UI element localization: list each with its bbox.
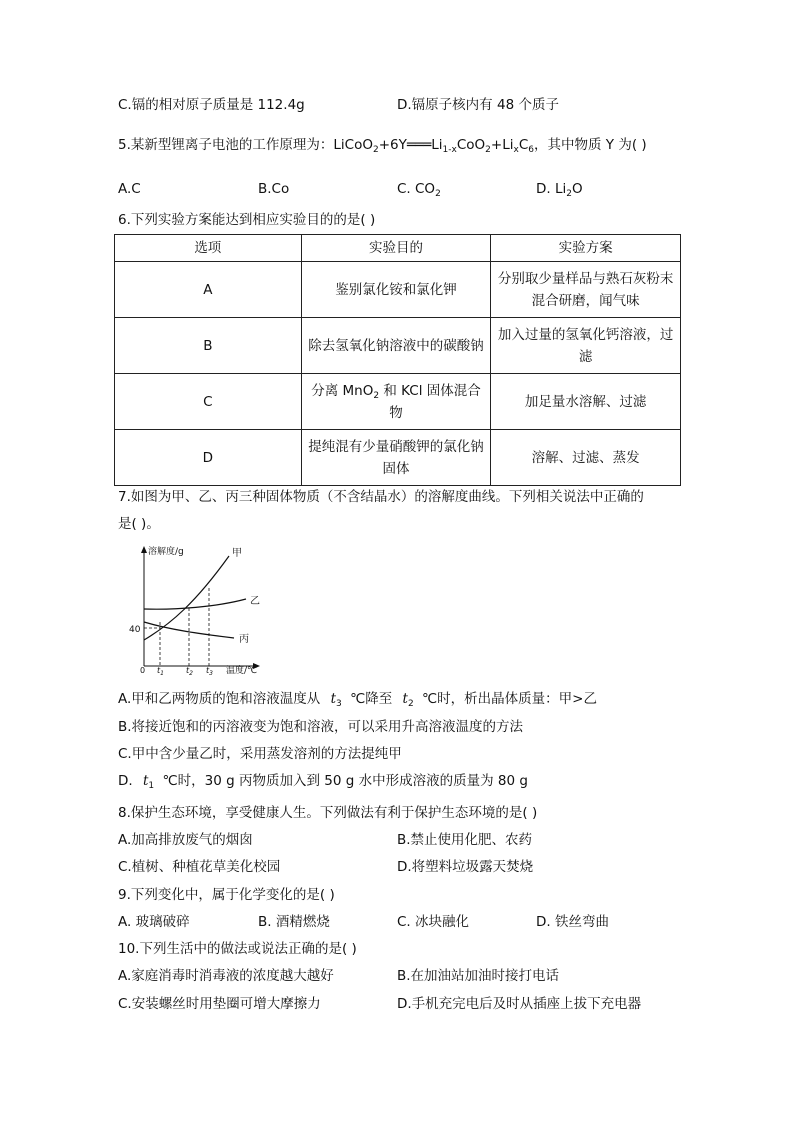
solubility-graph (126, 542, 276, 676)
q9-option-c: C. 冰块融化 (397, 914, 470, 930)
q7-stem-line1: 7.如图为甲、乙、丙三种固体物质（不含结晶水）的溶解度曲线。下列相关说法中正确的 (118, 489, 644, 505)
q8-option-a: A.加高排放废气的烟囱 (118, 832, 253, 848)
y-axis-label: 溶解度/g (148, 547, 184, 557)
q5-option-b: B.Co (258, 181, 290, 197)
q8-option-b: B.禁止使用化肥、农药 (397, 832, 533, 848)
curve-yi (144, 599, 246, 609)
q4-option-d: D.镉原子核内有 48 个质子 (397, 97, 559, 113)
tick-t1: $t_1$ (157, 666, 164, 676)
y-axis-arrow (141, 546, 147, 553)
row-option: C (115, 374, 302, 430)
table-row (115, 430, 681, 486)
x-axis-label: 温度/℃ (226, 666, 258, 676)
row-purpose: 鉴别氯化铵和氯化钾 (301, 262, 491, 318)
q8-stem: 8.保护生态环境，享受健康人生。下列做法有利于保护生态环境的是( ) (118, 805, 538, 821)
row-purpose: 分离 MnO$_2$ 和 KCl 固体混合物 (301, 374, 491, 430)
curve-label-yi: 乙 (250, 596, 260, 607)
q9-option-b: B. 酒精燃烧 (258, 914, 330, 930)
q7-option-c: C.甲中含少量乙时，采用蒸发溶剂的方法提纯甲 (118, 746, 402, 762)
curve-label-jia: 甲 (232, 548, 242, 559)
origin-label: 0 (140, 666, 146, 675)
table-row (115, 318, 681, 374)
q5-option-c: C. $CO_2$ (397, 181, 441, 199)
q6-stem: 6.下列实验方案能达到相应实验目的的是( ) (118, 212, 376, 228)
row-option: A (115, 262, 302, 318)
table-row (115, 374, 681, 430)
table-row (115, 262, 681, 318)
row-purpose: 提纯混有少量硝酸钾的氯化钠固体 (301, 430, 491, 486)
q10-option-d: D.手机充完电后及时从插座上拔下充电器 (397, 996, 642, 1012)
row-plan: 分别取少量样品与熟石灰粉末混合研磨，闻气味 (491, 262, 681, 318)
curve-label-bing: 丙 (239, 634, 249, 645)
tick-t2: $t_2$ (186, 666, 193, 676)
reaction-arrow: ═══ (406, 137, 432, 153)
row-plan: 加入过量的氢氧化钙溶液，过滤 (491, 318, 681, 374)
q10-option-c: C.安装螺丝时用垫圈可增大摩擦力 (118, 996, 321, 1012)
q4-option-c: C.镉的相对原子质量是 112.4g (118, 97, 305, 113)
header-purpose: 实验目的 (301, 235, 491, 262)
q7-stem-line2: 是( )。 (118, 516, 160, 532)
table-header-row (115, 235, 681, 262)
header-plan: 实验方案 (491, 235, 681, 262)
q9-stem: 9.下列变化中，属于化学变化的是( ) (118, 887, 335, 903)
row-plan: 加足量水溶解、过滤 (491, 374, 681, 430)
q9-option-a: A. 玻璃破碎 (118, 914, 190, 930)
tick-t3: $t_3$ (206, 666, 213, 676)
q5-option-d: D. $Li_2O$ (536, 181, 583, 199)
curve-jia (144, 556, 229, 640)
q6-table (114, 234, 681, 486)
q5-option-a: A.C (118, 181, 141, 197)
q5-stem: 5.某新型锂离子电池的工作原理为：$LiCoO_2+6Y═══Li_{1-x}CoO_2+Li_xC_6$，其中物质 Y 为( ) (118, 137, 647, 155)
header-option: 选项 (115, 235, 302, 262)
q8-option-c: C.植树、种植花草美化校园 (118, 859, 281, 875)
q7-option-d: D. $t_1$ ℃时，30 g 丙物质加入到 50 g 水中形成溶液的质量为 80 g (118, 773, 528, 791)
q10-stem: 10.下列生活中的做法或说法正确的是( ) (118, 941, 357, 957)
q7-option-a: A.甲和乙两物质的饱和溶液温度从 $t_3$ ℃降至 $t_2$ ℃时，析出晶体质量：甲>乙 (118, 691, 597, 709)
q7-option-b: B.将接近饱和的丙溶液变为饱和溶液，可以采用升高溶液温度的方法 (118, 719, 524, 735)
row-purpose: 除去氢氧化钠溶液中的碳酸钠 (301, 318, 491, 374)
row-plan: 溶解、过滤、蒸发 (491, 430, 681, 486)
y-tick-40: 40 (129, 625, 141, 635)
q10-option-b: B.在加油站加油时接打电话 (397, 968, 560, 984)
row-option: D (115, 430, 302, 486)
q9-option-d: D. 铁丝弯曲 (536, 914, 609, 930)
q10-option-a: A.家庭消毒时消毒液的浓度越大越好 (118, 968, 334, 984)
row-option: B (115, 318, 302, 374)
q8-option-d: D.将塑料垃圾露天焚烧 (397, 859, 534, 875)
